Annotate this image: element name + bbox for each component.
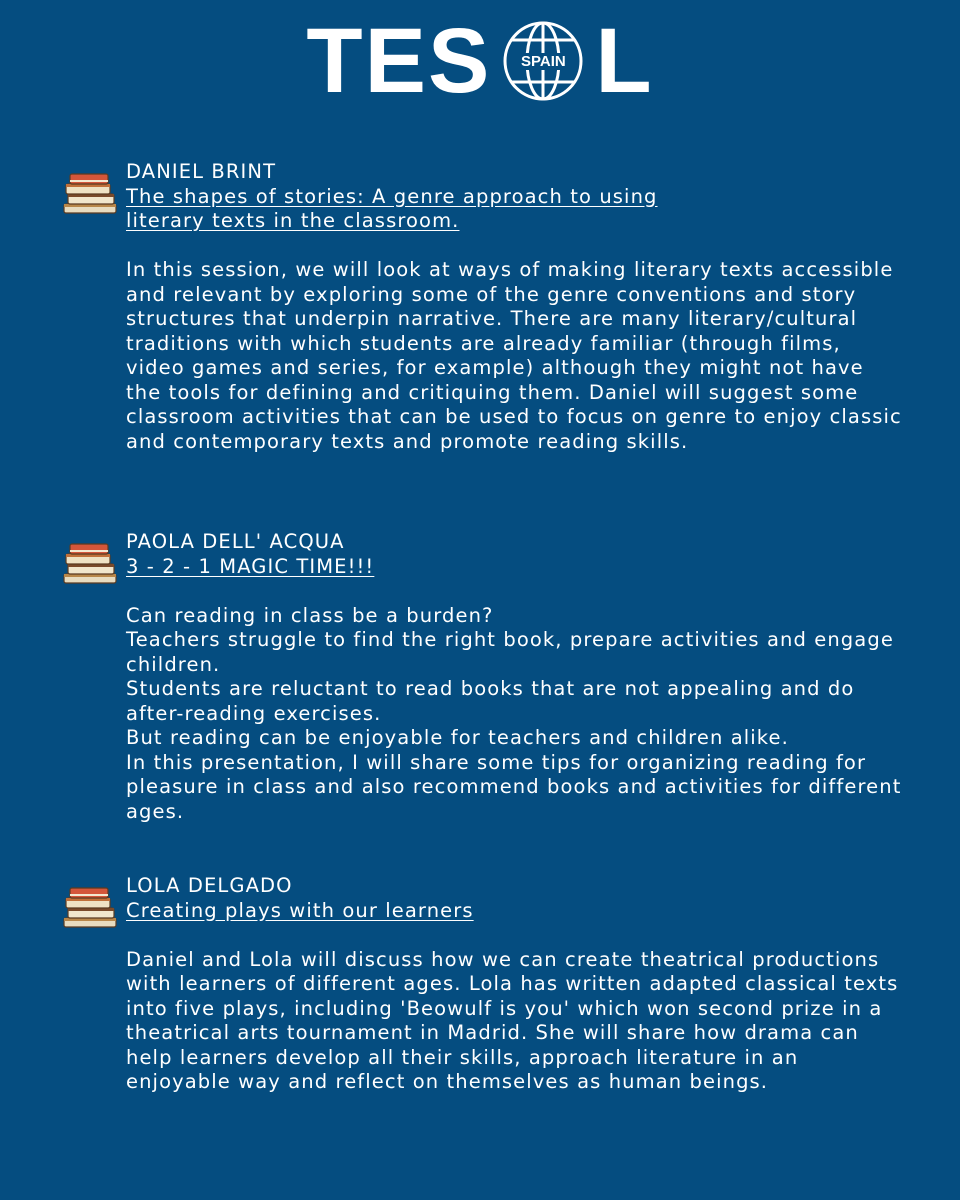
speaker-name: DANIEL BRINT [126, 160, 277, 183]
description-paragraph: In this session, we will look at ways of making literary texts accessible and relevant by exploring some of the genre conventions and story structures that underpin narrative. There are many literary/cultural traditions with which students are already familiar (through films, video games and series, for example) although they might not have the tools for defining and critiquing them. Daniel will suggest some classroom activities that can be used to focus on genre to enjoy classic and contemporary texts and promote reading skills. [126, 258, 902, 453]
talk-title-line[interactable]: Creating plays with our learners [126, 898, 474, 922]
session-description [126, 948, 906, 1095]
talk-title-line[interactable]: 3 - 2 - 1 MAGIC TIME!!! [126, 554, 375, 578]
description-paragraph: Daniel and Lola will discuss how we can create theatrical productions with learners of different ages. Lola has written adapted classical texts into five plays, including 'Beowulf is you' which won second prize in a theatrical arts tournament in Madrid. She will share how drama can help learners develop all their skills, approach literature in an enjoyable way and reflect on themselves as human beings. [126, 947, 899, 1093]
session-description [126, 604, 906, 825]
description-paragraph: But reading can be enjoyable for teachers and children alike. [126, 726, 789, 749]
speaker-name: LOLA DELGADO [126, 874, 293, 897]
description-paragraph: Teachers struggle to find the right book, prepare activities and engage children. [126, 628, 894, 676]
session-description [126, 258, 906, 454]
books-icon [60, 536, 120, 586]
tesol-spain-logo [0, 10, 960, 112]
description-paragraph: Students are reluctant to read books that are not appealing and do after-reading exercises. [126, 677, 855, 725]
talk-title-line[interactable]: literary texts in the classroom. [126, 209, 460, 232]
speaker-name: PAOLA DELL' ACQUA [126, 530, 345, 553]
books-icon [60, 880, 120, 930]
globe-icon [495, 16, 591, 106]
logo-right-text: L [595, 10, 654, 112]
talk-title-line[interactable]: The shapes of stories: A genre approach to using [126, 184, 658, 208]
description-paragraph: Can reading in class be a burden? [126, 603, 494, 627]
books-icon [60, 166, 120, 216]
description-paragraph: In this presentation, I will share some tips for organizing reading for pleasure in class and also recommend books and activities for different ages. [126, 750, 902, 823]
logo-left-text: TES [306, 10, 492, 112]
logo-badge-text: SPAIN [513, 53, 573, 70]
